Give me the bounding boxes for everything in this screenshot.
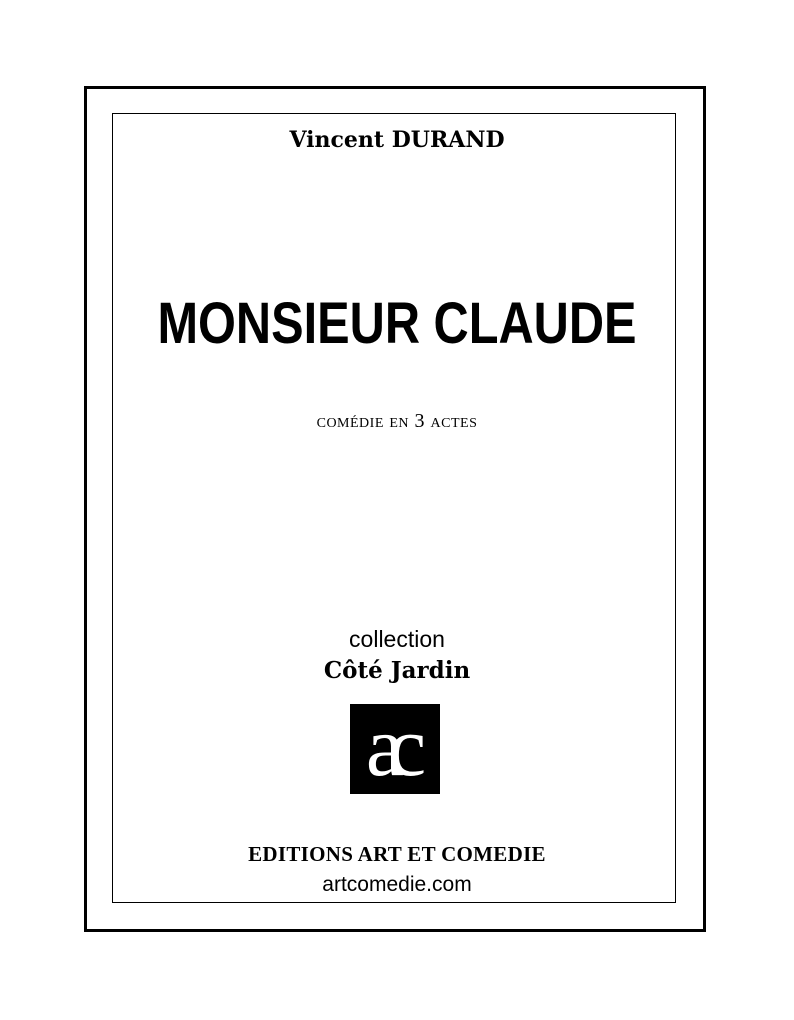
publisher-logo bbox=[350, 704, 440, 794]
collection-name: Côté Jardin bbox=[323, 657, 471, 684]
publisher-name: EDITIONS ART ET COMEDIE bbox=[248, 842, 546, 866]
book-title: MONSIEUR CLAUDE bbox=[157, 291, 637, 356]
publisher-website: artcomedie.com bbox=[322, 873, 472, 896]
author-name: Vincent DURAND bbox=[289, 127, 505, 153]
book-subtitle: comédie en 3 actes bbox=[316, 410, 478, 432]
logo-letters: ac bbox=[365, 704, 411, 794]
collection-label: collection bbox=[349, 626, 445, 652]
